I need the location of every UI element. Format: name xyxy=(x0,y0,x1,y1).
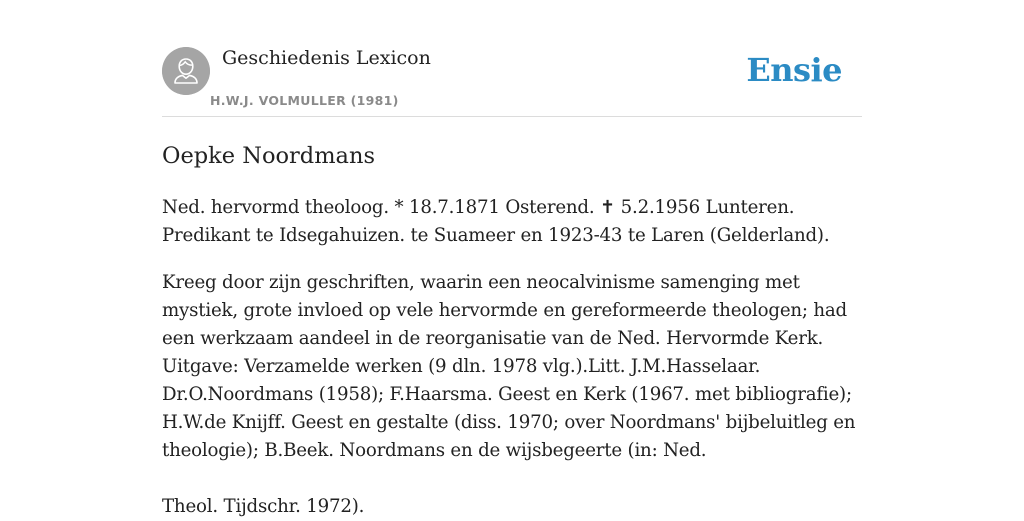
article-title: Oepke Noordmans xyxy=(162,143,375,169)
article-paragraph: Kreeg door zijn geschriften, waarin een neocalvinisme samenging met mystiek, grote invloed op vele hervormde en gereformeerde theologen; had een werkzaam aandeel in de reorganisatie van de Ned. Hervormde Kerk. Uitgave: Verzamelde werken (9 dln. 1978 vlg.).Litt. J.M.Hasselaar. Dr.O.Noordmans (1958); F.Haarsma. Geest en Kerk (1967. met bibliografie); H.W.de Knijff. Geest en gestalte (diss. 1970; over Noordmans' bijbeluitleg en theologie); B.Beek. Noordmans en de wijsbegeerte (in: Ned. xyxy=(162,272,856,461)
page-container xyxy=(162,0,862,521)
article-paragraph: Theol. Tijdschr. 1972). xyxy=(162,496,365,517)
source-title[interactable]: Geschiedenis Lexicon xyxy=(222,47,431,69)
article-body xyxy=(162,194,862,521)
article-paragraph: Ned. hervormd theoloog. * 18.7.1871 Osterend. ✝ 5.2.1956 Lunteren. Predikant te Idsegahuizen. te Suameer en 1923-43 te Laren (Gelderland). xyxy=(162,197,830,246)
source-header xyxy=(162,0,862,117)
ensie-logo[interactable]: Ensie xyxy=(746,51,842,89)
user-icon[interactable] xyxy=(162,47,210,95)
user-icon-graphic xyxy=(162,47,210,95)
source-author[interactable]: H.W.J. VOLMULLER (1981) xyxy=(210,93,399,108)
